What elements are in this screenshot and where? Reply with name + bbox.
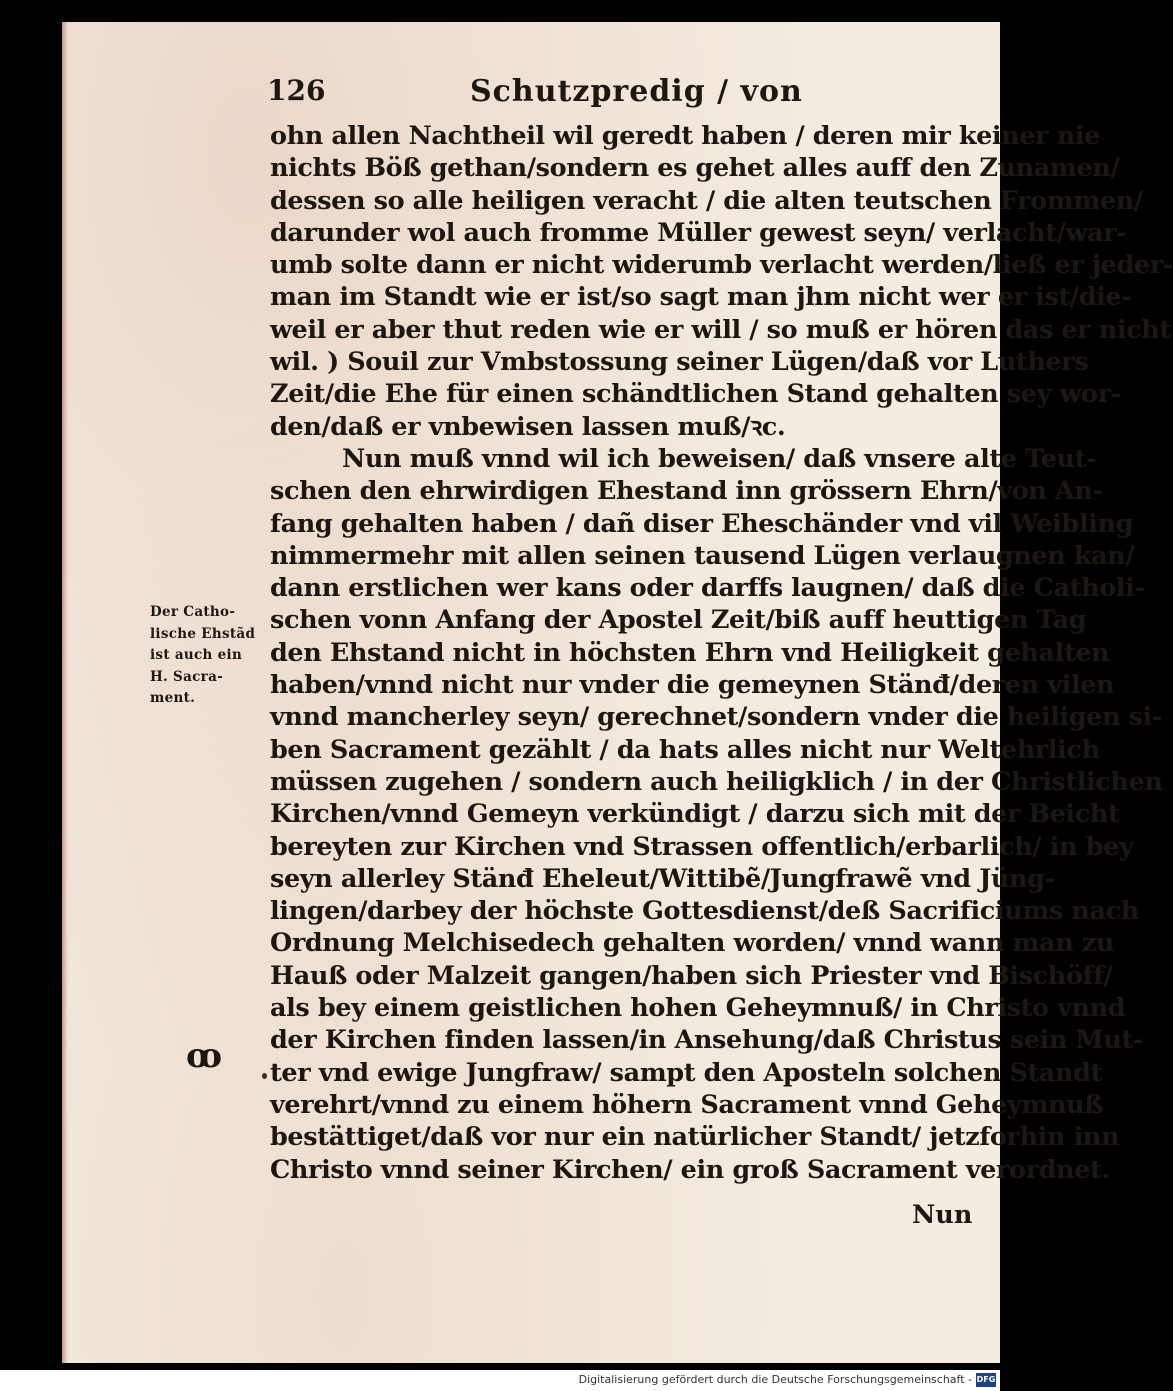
text-line: ohn allen Nachtheil wil geredt haben / deren mir keiner nie <box>270 121 1100 151</box>
text-line: schen vonn Anfang der Apostel Zeit/biß auff heuttigen Tag <box>270 605 1087 636</box>
marginal-note-line: ment. <box>150 690 196 706</box>
text-line: Christo vnnd seiner Kirchen/ ein groß Sacrament verordnet. <box>270 1154 1110 1185</box>
text-line: ben Sacrament gezählt / da hats alles nicht nur Weltehrlich <box>270 734 1100 765</box>
page-edge-shadow <box>62 22 68 1363</box>
text-line: lingen/darbey der höchste Gottesdienst/deß Sacrificiums nach <box>270 896 1139 927</box>
marginal-note-line: lische Ehstãd <box>150 625 256 642</box>
text-line: dessen so alle heiligen veracht / die alten teutschen Frommen/ <box>270 185 1143 216</box>
text-line: weil er aber thut reden wie er will / so muß er hören das er nicht <box>270 314 1171 345</box>
text-line: dann erstlichen wer kans oder darffs laugnen/ daß die Catholi- <box>270 573 1145 604</box>
running-head: Schutzpredig / von <box>470 74 803 109</box>
page-header <box>265 74 965 114</box>
marginal-note-line: H. Sacra- <box>150 668 224 685</box>
text-line: vnnd mancherley seyn/ gerechnet/sondern vnder die heiligen si- <box>270 702 1163 733</box>
funding-credit: Digitalisierung gefördert durch die Deutsche Forschungsgemeinschaft - <box>578 1373 972 1386</box>
text-line: man im Standt wie er ist/so sagt man jhm nicht wer er ist/die- <box>270 282 1132 313</box>
text-line: bestättiget/daß vor nur ein natürlicher Standt/ jetzforhin inn <box>270 1122 1120 1153</box>
text-line: haben/vnnd nicht nur vnder die gemeynen Stänđ/deren vilen <box>270 670 1115 701</box>
marginal-note <box>150 602 262 710</box>
text-line: umb solte dann er nicht widerumb verlacht werden/ließ er jeder- <box>270 250 1173 281</box>
text-line: seyn allerley Stänđ Eheleut/Wittibẽ/Jungfrawẽ vnd Jüng- <box>270 863 1055 894</box>
text-line: nimmermehr mit allen seinen tausend Lügen verlaugnen kan/ <box>270 540 1135 571</box>
ink-speck <box>262 1073 267 1079</box>
text-line: als bey einem geistlichen hohen Geheymnuß/ in Christo vnnd <box>270 993 1126 1024</box>
text-line: Kirchen/vnnd Gemeyn verkündigt / darzu sich mit der Beicht <box>270 799 1120 830</box>
marginal-note-line: Der Catho- <box>150 604 236 620</box>
text-line: der Kirchen finden lassen/in Ansehung/daß Christus sein Mut- <box>270 1025 1144 1056</box>
text-line: müssen zugehen / sondern auch heiligklich / in der Christlichen <box>270 766 1163 797</box>
text-line: darunder wol auch fromme Müller gewest seyn/ verlacht/war- <box>270 217 1127 248</box>
dfg-logo: DFG <box>976 1373 996 1387</box>
text-line: bereyten zur Kirchen vnd Strassen offentlich/erbarlich/ in bey <box>270 831 1134 862</box>
text-line: Hauß oder Malzeit gangen/haben sich Priester vnd Bischöff/ <box>270 960 1113 991</box>
text-line: wil. ) Souil zur Vmbstossung seiner Lügen/daß vor Luthers <box>270 347 1089 378</box>
catchword: Nun <box>912 1200 973 1230</box>
text-line: verehrt/vnnd zu einem höhern Sacrament vnnd Geheymnuß <box>270 1089 1104 1120</box>
text-line: ter vnd ewige Jungfraw/ sampt den Aposteln solchen Standt <box>270 1057 1102 1088</box>
body-text <box>270 120 1173 1186</box>
text-line: Zeit/die Ehe für einen schändtlichen Stand gehalten sey wor- <box>270 379 1121 410</box>
text-line: fang gehalten haben / dañ diser Eheschänder vnd vil Weibling <box>270 508 1134 539</box>
text-line: Ordnung Melchisedech gehalten worden/ vnnd wann man zu <box>270 928 1115 959</box>
page-number: 126 <box>267 74 326 107</box>
marginal-note-line: ist auch ein <box>150 647 243 663</box>
text-line: schen den ehrwirdigen Ehestand inn grössern Ehrn/von An- <box>270 476 1103 507</box>
ornament-icon: ꝏ <box>186 1036 223 1076</box>
text-line: nichts Böß gethan/sondern es gehet alles auff den Zunamen/ <box>270 153 1120 184</box>
text-line: den Ehstand nicht in höchsten Ehrn vnd Heiligkeit gehalten <box>270 637 1110 668</box>
footer-bar <box>0 1370 1000 1391</box>
text-line: den/daß er vnbewisen lassen muß/ꝛc. <box>270 411 786 442</box>
paragraph-start-line: Nun muß vnnd wil ich beweisen/ daß vnsere alte Teut- <box>342 443 1097 474</box>
